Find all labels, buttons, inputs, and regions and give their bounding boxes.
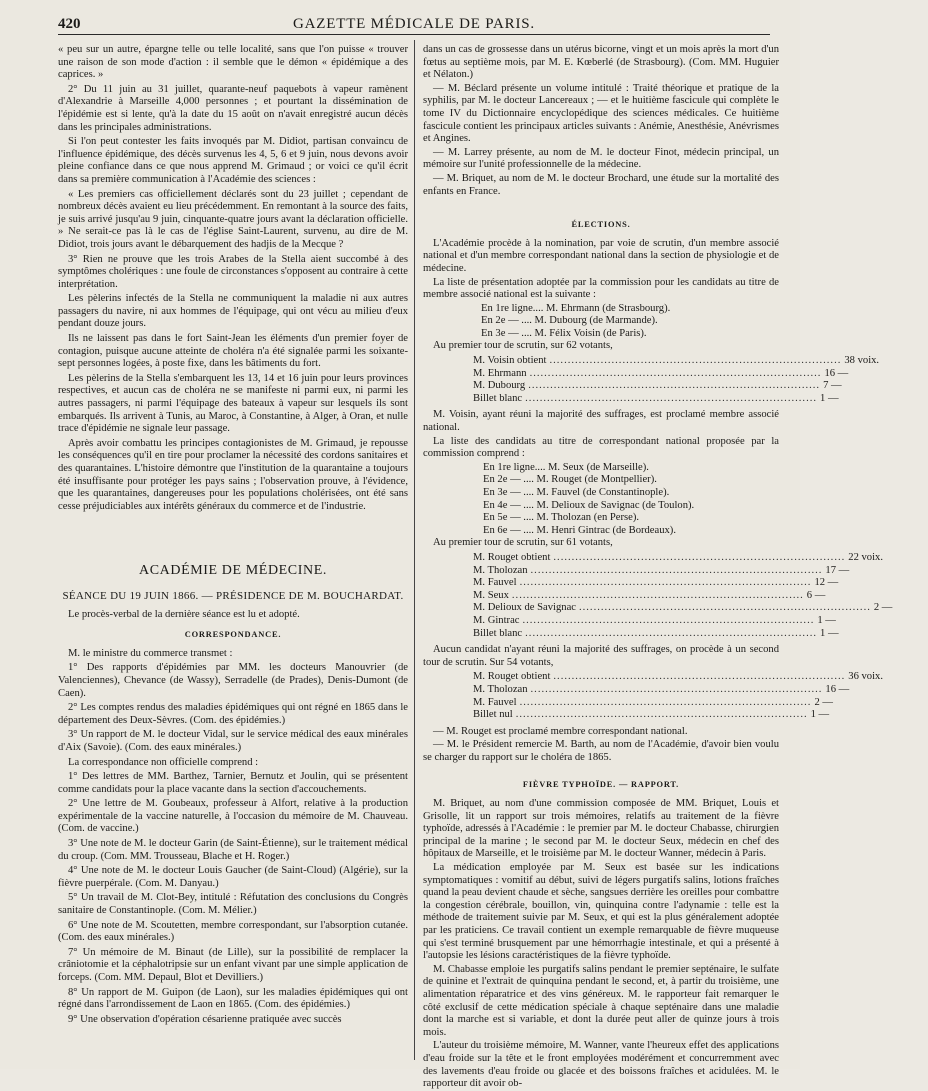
- vote-row: [423, 683, 850, 697]
- vote-table: [423, 671, 883, 721]
- paragraph: Aucun candidat n'ayant réuni la majorité des suffrages, on procède à un second tour de scrutin. Sur 54 votants,: [423, 644, 779, 668]
- vote-count: 1 —: [820, 392, 839, 404]
- paragraph: Au premier tour de scrutin, sur 62 votants,: [433, 340, 613, 352]
- vote-row: [423, 577, 839, 590]
- paragraph: 5° Un travail de M. Clot-Bey, intitulé : Réfutation des conclusions du Congrès sanitaire de Constantinople. (Com. M. Mélier.): [58, 892, 408, 917]
- paragraph: — M. Béclard présente un volume intitulé : Traité théorique et pratique de la syphilis, par M. le docteur Lancereaux ; — et le huitième fascicule qui complète le tome IV du Dictionnaire encyclopédique des sciences médicales. Ce huitième fascicule contient les principaux articles suivants : Anémie, Anesthésie, Anévrismes et Angines.: [423, 82, 779, 145]
- paragraph: 8° Un rapport de M. Guipon (de Laon), sur les maladies épidémiques qui ont régné dans l'arrondissement de Laon en 1865. (Com. des épidémies.): [58, 986, 408, 1011]
- vote-name: M. Tholozan: [473, 564, 528, 576]
- vote-row: [423, 392, 839, 406]
- paragraph: 4° Une note de M. le docteur Louis Gaucher (de Saint-Cloud) (Algérie), sur la fièvre puerpérale. (Com. M. Danyau.): [58, 865, 408, 889]
- paragraph: L'Académie procède à la nomination, par voie de scrutin, d'un membre associé national et d'un membre correspondant national dans la section de physiologie et de médecine.: [423, 237, 779, 274]
- paragraph: Les pèlerins de la Stella s'embarquent les 13, 14 et 16 juin pour leurs provinces respectives, et aucun cas de choléra ne se manifeste ni parmi eux, ni parmi les autres passagers, ni parmi l'équipage des bateaux à vapeur sur lesquels ils sont embarqués. Ils arrivent à Tunis, au Maroc, à Constantine, à Alger, à Oran, et nulle trace d'épidémie ne signale leur passage.: [58, 372, 408, 435]
- paragraph: 9° Une observation d'opération césarienne pratiquée avec succès: [68, 1013, 342, 1025]
- paragraph: 3° Rien ne prouve que les trois Arabes de la Stella aient succombé à des symptômes cholériques : une foule de circonstances s'opposent au contraire à cette interprétation.: [58, 253, 408, 290]
- list-item: En 5e — .... M. Tholozan (en Perse).: [483, 512, 640, 524]
- running-title: GAZETTE MÉDICALE DE PARIS.: [293, 16, 535, 32]
- vote-count: 17 —: [825, 564, 850, 576]
- list-item: En 1re ligne.... M. Seux (de Marseille).: [483, 461, 649, 473]
- paragraph: 1° Des rapports d'épidémies par MM. les docteurs Manouvrier (de Valenciennes), Chevance (de Wassy), Serradelle (de Prades), Denis-Dumont (de Caen).: [58, 662, 408, 699]
- list-item: En 3e — .... M. Félix Voisin (de Paris).: [481, 327, 647, 339]
- vote-count: 1 —: [810, 709, 830, 721]
- vote-count: 1 —: [817, 614, 836, 626]
- paragraph: — M. Larrey présente, au nom de M. le docteur Finot, médecin principal, un mémoire sur l'unité professionnelle de la médecine.: [423, 146, 779, 171]
- paragraph: Ils ne laissent pas dans le fort Saint-Jean les éléments d'un premier foyer de contagion, puisque aucune atteinte de choléra n'a été signalée parmi les soixante-sept personnes logées, à poste fixe, dans les bâtiments du fort.: [58, 333, 408, 370]
- vote-count: 12 —: [814, 577, 839, 589]
- vote-table: [423, 551, 893, 640]
- list-item: En 1re ligne.... M. Ehrmann (de Strasbourg).: [481, 302, 671, 314]
- paragraph: Les pèlerins infectés de la Stella ne communiquent la maladie ni aux autres passagers du navire, ni aux hommes de l'équipage, qui ont vécu au milieu d'eux pendant douze jours.: [58, 293, 408, 330]
- candidate-list: [423, 303, 779, 341]
- vote-name: M. Rouget obtient: [473, 671, 551, 683]
- vote-row: [423, 355, 880, 368]
- vote-row: [423, 380, 842, 393]
- vote-name: M. Seux: [473, 589, 509, 601]
- list-item: En 4e — .... M. Delioux de Savignac (de Toulon).: [483, 499, 695, 511]
- vote-name: M. Delioux de Savignac: [473, 602, 576, 614]
- paragraph: M. Briquet, au nom d'une commission composée de MM. Briquet, Louis et Grisolle, lit un rapport sur trois mémoires, relatifs au traitement de la fièvre typhoïde, adressés à l'Académie : le premier par M. le docteur Chabasse, chirurgien principal de la marine ; le second par M. le docteur Seux, médecin en chef des hôpitaux de Marseille, et le troisième par M. le docteur Wanner, médecin à Paris.: [423, 798, 779, 860]
- vote-name: M. Gintrac: [473, 614, 520, 626]
- vote-row: [423, 709, 830, 722]
- paragraph: Après avoir combattu les principes contagionistes de M. Grimaud, je repousse les conséquences qu'il en tire pour proclamer la nécessité des cordons sanitaires et des quarantaines. L'histoire démontre que l'institution de la quarantaine a toujours été insuffisante pour protéger les pays sains ; l'observation prouve, à l'évidence, que les quarantaines, dangereuses pour les populations cholérisées, ont été sans cesse préjudiciables aux intérêts généraux du commerce et de l'industrie.: [58, 437, 408, 512]
- vote-name: M. Tholozan: [473, 683, 528, 695]
- paragraph: 7° Un mémoire de M. Binaut (de Lille), sur la possibilité de remplacer la crâniotomie et la céphalotripsie sur un enfant vivant par une simple application de forceps. (Com. MM. Depaul, Blot et Devilliers.): [58, 946, 408, 983]
- paragraph: — M. Briquet, au nom de M. le docteur Brochard, une étude sur la mortalité des enfants en France.: [423, 172, 779, 197]
- vote-row: [423, 627, 839, 641]
- section-title: ACADÉMIE DE MÉDECINE.: [139, 563, 327, 579]
- paragraph: Si l'on peut contester les faits invoqués par M. Didiot, partisan convaincu de l'influence épidémique, des décès survenus les 4, 5, 6 et 9 juin, nous devons avoir pleine confiance dans ce que nous apprend M. Grimaud ; or voici ce qu'il écrit dans sa première communication à l'Académie des sciences :: [58, 136, 408, 185]
- paragraph: M. Chabasse emploie les purgatifs salins pendant le premier septénaire, le sulfate de quinine et l'extrait de quinquina pendant le second, et, à partir du troisième, une alimentation réparatrice et des vins généreux. M. le rapporteur fait remarquer le côté exclusif de cette médication spéciale à chaque septénaire dans une maladie dont la marche est si variable, et dont la durée peut aller de quinze jours à trois mois.: [423, 963, 779, 1038]
- page-header: [58, 12, 770, 35]
- vote-row: [423, 367, 849, 381]
- subsection-title: CORRESPONDANCE.: [184, 630, 282, 640]
- paragraph: 2° Du 11 juin au 31 juillet, quarante-neuf paquebots à vapeur ramènent d'Alexandrie à Marseille 4,000 personnes ; et pourtant la dissémination de l'épidémie est si lente, qu'à la date du 15 août on n'avait enregistré aucun décès dans les principales administrations.: [58, 83, 408, 133]
- vote-name: Billet blanc: [473, 627, 523, 639]
- paragraph: M. le ministre du commerce transmet :: [68, 647, 233, 659]
- paragraph: 3° Un rapport de M. le docteur Vidal, sur le service médical des eaux minérales d'Aix (Savoie). (Com. des eaux minérales.): [58, 729, 408, 753]
- paragraph: L'auteur du troisième mémoire, M. Wanner, vante l'heureux effet des applications d'eau froide sur la tête et le front employées modérément et concurremment avec des lavements d'eau froide ou glacée et des boissons fraîches et acidulées. M. le rapporteur dit avoir ob-: [423, 1040, 779, 1090]
- vote-count: 22 voix.: [848, 551, 883, 563]
- vote-name: M. Voisin obtient: [473, 355, 547, 367]
- left-column: [58, 44, 408, 1060]
- paragraph: dans un cas de grossesse dans un utérus bicorne, vingt et un mois après la mort d'un fœtus au septième mois, par M. E. Kœberlé (de Strasbourg). (Com. MM. Huguier et Nélaton.): [423, 44, 779, 81]
- paragraph: La liste des candidats au titre de correspondant national proposée par la commission comprend :: [423, 435, 779, 460]
- vote-row: [423, 602, 893, 615]
- vote-name: M. Rouget obtient: [473, 551, 551, 563]
- vote-count: 6 —: [806, 589, 826, 601]
- vote-row: [423, 589, 826, 603]
- paragraph: Le procès-verbal de la dernière séance est lu et adopté.: [68, 608, 300, 620]
- vote-row: [423, 614, 836, 628]
- vote-name: M. Fauvel: [473, 577, 517, 589]
- vote-count: 1 —: [820, 627, 839, 639]
- paragraph: Au premier tour de scrutin, sur 61 votants,: [433, 537, 613, 549]
- vote-count: 7 —: [823, 380, 842, 392]
- vote-row: [423, 696, 833, 710]
- vote-table: [423, 355, 880, 405]
- paragraph: 6° Une note de M. Scoutetten, membre correspondant, sur l'absorption cutanée. (Com. des eaux minérales.): [58, 919, 408, 944]
- vote-name: M. Ehrmann: [473, 367, 527, 379]
- paragraph: 1° Des lettres de MM. Barthez, Tarnier, Bernutz et Joulin, qui se présentent comme candidats pour la place vacante dans la section d'accouchements.: [58, 771, 408, 795]
- paragraph: La liste de présentation adoptée par la commission pour les candidats au titre de membre associé national est la suivante :: [423, 276, 779, 301]
- paragraph: La correspondance non officielle comprend :: [68, 756, 259, 768]
- column-rule: [414, 40, 415, 1060]
- vote-row: [423, 564, 850, 578]
- list-item: En 6e — .... M. Henri Gintrac (de Bordeaux).: [483, 524, 676, 536]
- vote-name: Billet nul: [473, 709, 513, 721]
- paragraph: — M. le Président remercie M. Barth, au nom de l'Académie, d'avoir bien voulu se charger du rapport sur le choléra de 1865.: [423, 739, 779, 763]
- paragraph: « peu sur un autre, épargne telle ou telle localité, sans que l'on puisse « trouver une raison de son mode d'action : il semble que le démon « épidémique a des caprices. »: [58, 44, 408, 81]
- paragraph: 3° Une note de M. le docteur Garin (de Saint-Étienne), sur le traitement médical du croup. (Com. MM. Trousseau, Blache et H. Roger.): [58, 838, 408, 862]
- vote-count: 36 voix.: [848, 671, 883, 683]
- list-item: En 2e — .... M. Rouget (de Montpellier).: [483, 474, 657, 486]
- vote-count: 16 —: [824, 367, 849, 379]
- seance-heading: SÉANCE DU 19 JUIN 1866. — PRÉSIDENCE DE M. BOUCHARDAT.: [62, 589, 404, 602]
- subsection-title: ÉLECTIONS.: [571, 220, 631, 230]
- list-item: En 3e — .... M. Fauvel (de Constantinople).: [483, 487, 670, 498]
- candidate-list: [423, 462, 779, 538]
- vote-count: 2 —: [873, 602, 893, 614]
- vote-row: [423, 671, 883, 684]
- vote-count: 16 —: [825, 683, 850, 695]
- vote-name: M. Dubourg: [473, 380, 526, 392]
- subsection-title: FIÈVRE TYPHOÏDE. — RAPPORT.: [522, 780, 680, 790]
- vote-row: [423, 551, 883, 565]
- paragraph: La médication employée par M. Seux est basée sur les indications symptomatiques : vomitif au début, suivi de légers purgatifs salins, lotions fraîches quand la peau devient chaude et sèche, sangsues derrière les oreilles pour combattre la congestion cérébrale, bouillon, vin, quinquina contre l'adynamie : telle est la méthode de traitement suivie par M. Seux, et qui est la plus généralement adoptée par les praticiens. Ce travail contient un exemple remarquable de fièvre muqueuse qui s'est terminé brusquement par une hémorrhagie intestinale, et qui a présenté à l'autopsie les lésions caractéristiques de la fièvre typhoïde.: [423, 862, 779, 962]
- paragraph: « Les premiers cas officiellement déclarés sont du 23 juillet ; cependant de nombreux décès avaient eu lieu précédemment. En remontant à la source des faits, je suis arrivé jusqu'au 9 juin, cinquante-quatre jours avant la déclaration officielle. » Ne serait-ce pas là le cas de l'église Saint-Laurent, survenu, au dire de M. Didiot, trois jours avant le débarquement des hadjis de la Mecque ?: [58, 188, 408, 250]
- vote-name: M. Fauvel: [473, 696, 517, 708]
- right-column: [423, 44, 893, 1090]
- vote-count: 2 —: [814, 696, 833, 708]
- paragraph: 2° Les comptes rendus des maladies épidémiques qui ont régné en 1865 dans le département des Deux-Sèvres. (Com. des épidémies.): [58, 702, 408, 726]
- paragraph: M. Voisin, ayant réuni la majorité des suffrages, est proclamé membre associé national.: [423, 409, 779, 434]
- vote-count: 38 voix.: [844, 355, 880, 367]
- vote-name: Billet blanc: [473, 392, 523, 404]
- paragraph: — M. Rouget est proclamé membre correspondant national.: [433, 725, 688, 737]
- list-item: En 2e — .... M. Dubourg (de Marmande).: [481, 315, 658, 327]
- page-number: 420: [58, 16, 81, 32]
- paragraph: 2° Une lettre de M. Goubeaux, professeur à Alfort, relative à la production expérimentale de la vaccine naturelle, à l'occasion du mémoire de M. Chauveau. (Com. de vaccine.): [58, 798, 408, 835]
